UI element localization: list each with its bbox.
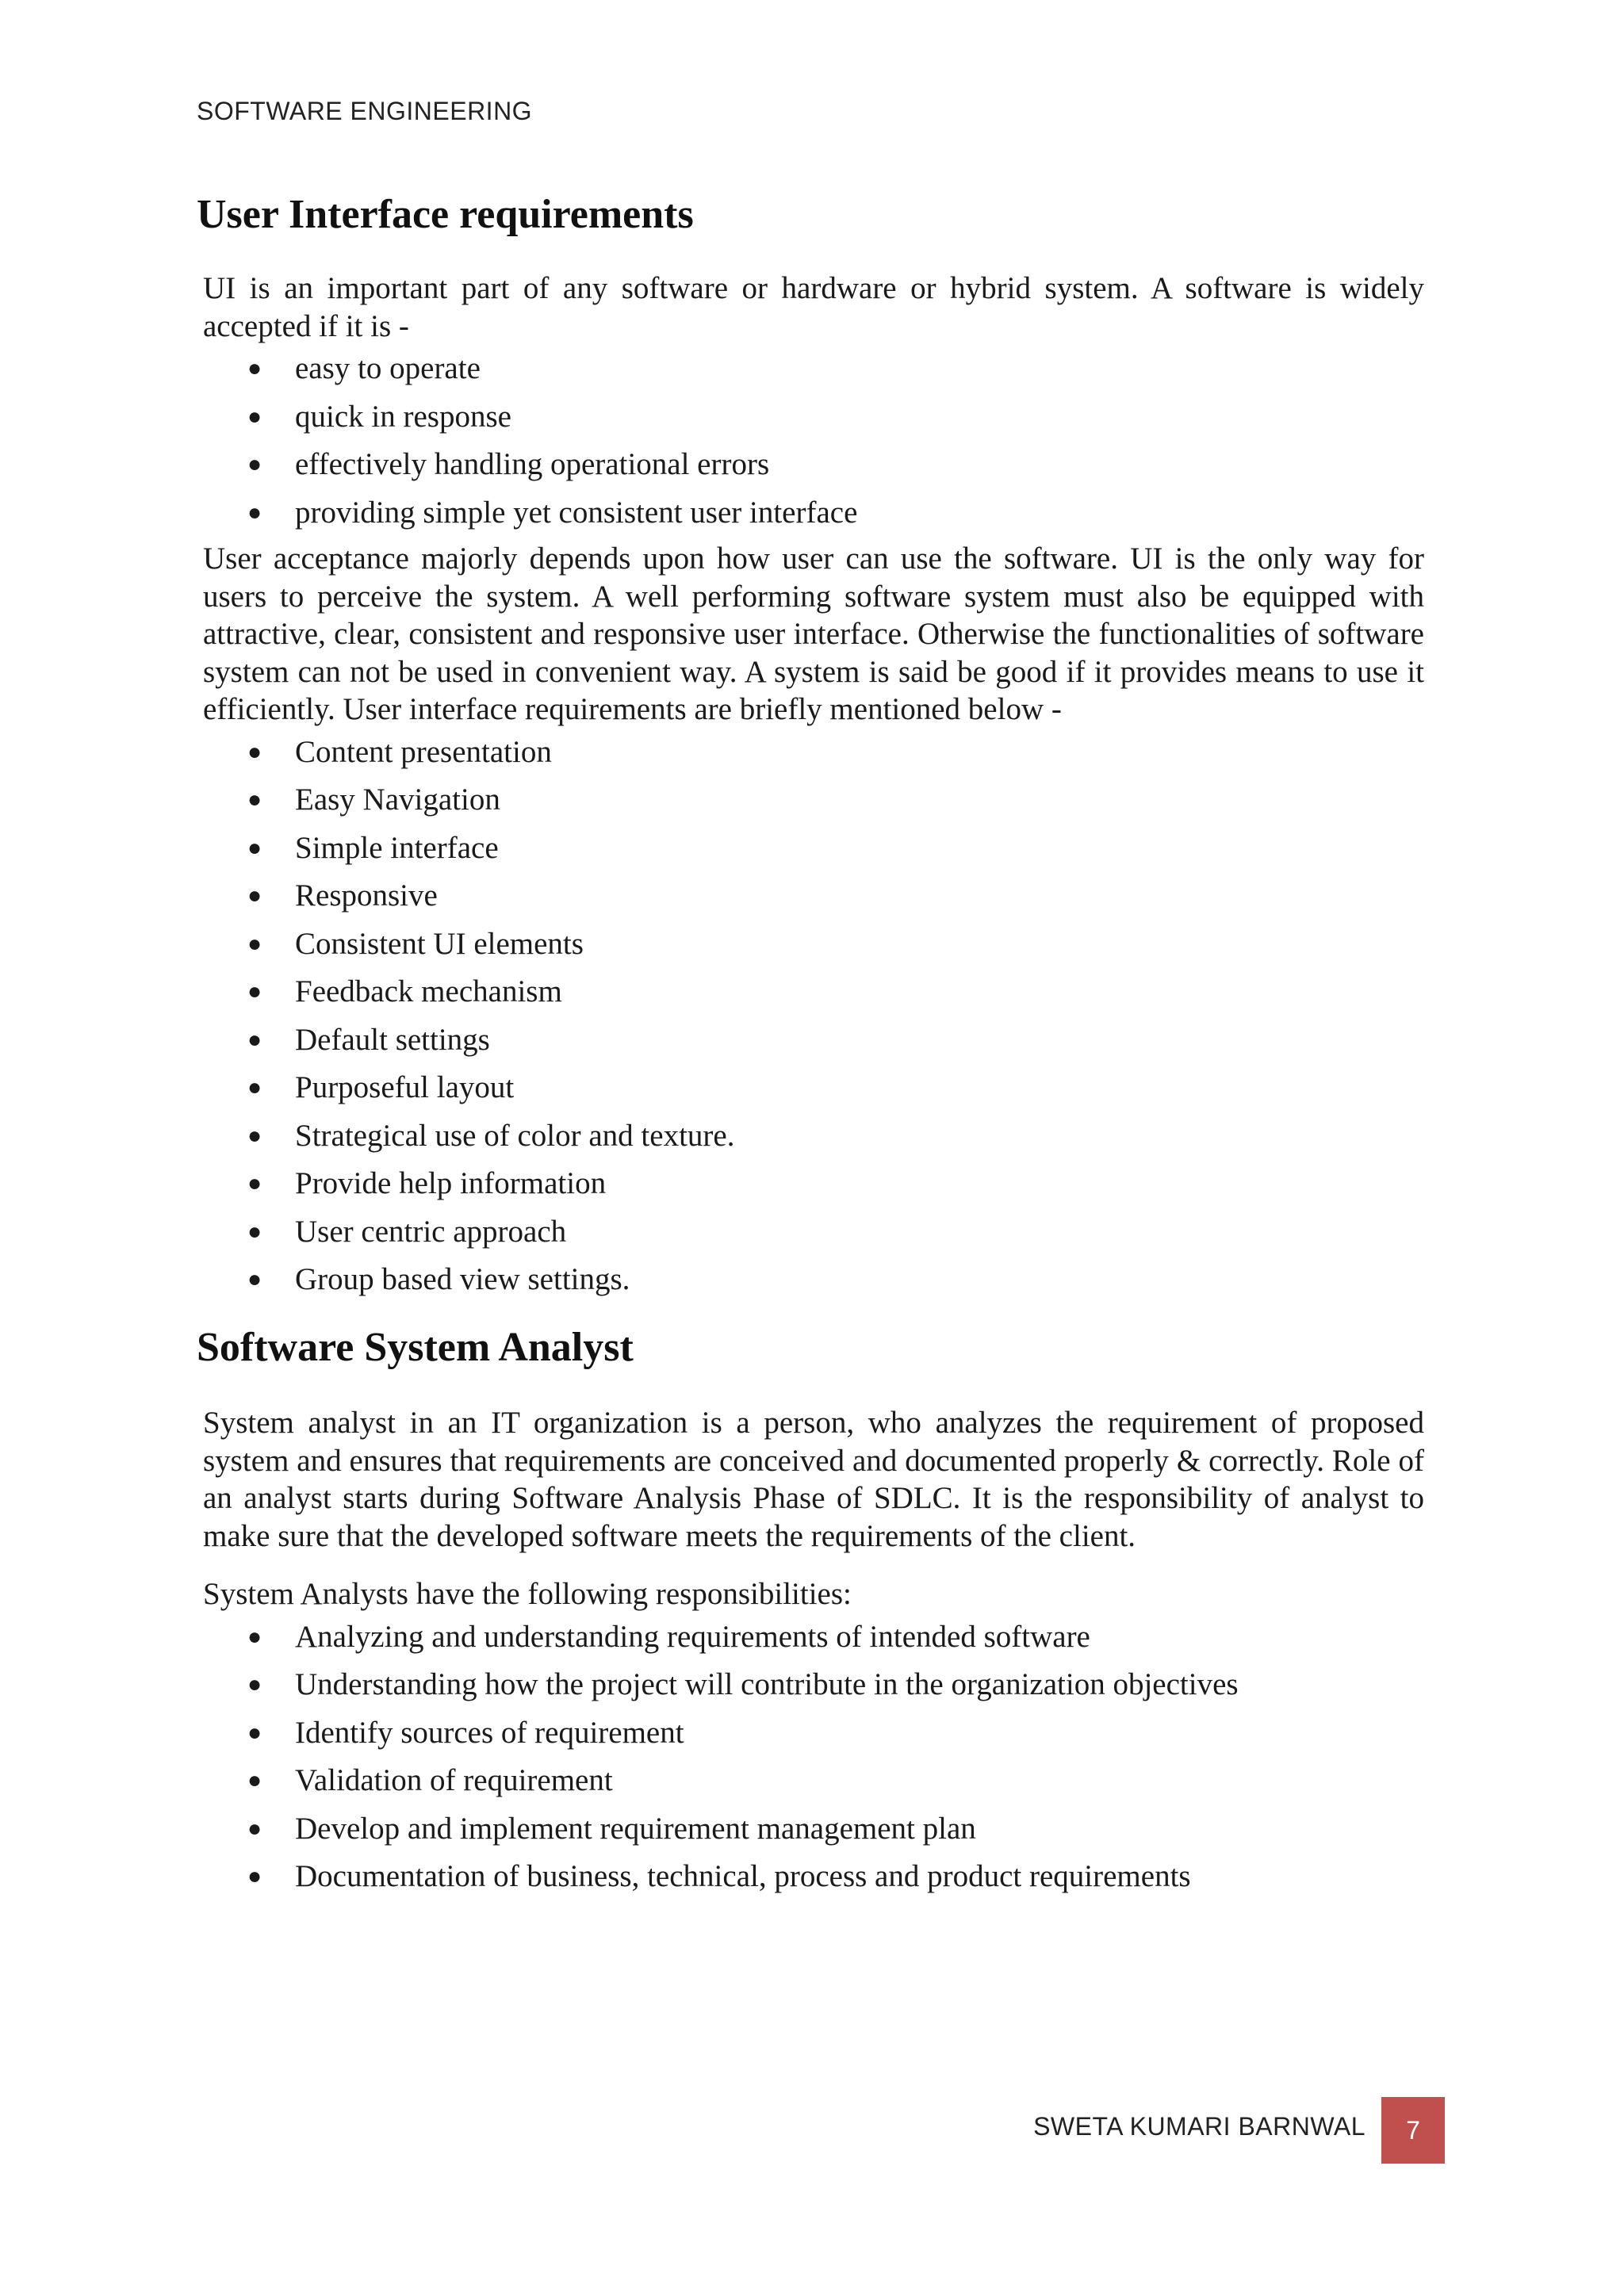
bullet-icon: ● [247,403,262,430]
bullet-icon: ● [247,1170,262,1197]
list-item [197,345,1424,393]
analyst-lead-in: System Analysts have the following responsibilities: [203,1577,852,1612]
footer-author: SWETA KUMARI BARNWAL [1033,2112,1365,2141]
bullet-icon: ● [247,1074,262,1101]
list-item [197,1256,1424,1304]
list-item [197,1016,1424,1065]
list-item-text: Default settings [295,1022,490,1057]
list-item-text: Validation of requirement [295,1763,613,1798]
list-item-text: quick in response [295,399,511,434]
list-item [197,489,1424,538]
list-item [197,1709,1424,1758]
page-content [197,190,1424,1901]
bullet-icon: ● [247,978,262,1005]
bullet-icon: ● [247,1266,262,1293]
list-item [197,1160,1424,1208]
list-item-text: Identify sources of requirement [295,1715,684,1750]
section-heading-system-analyst: Software System Analyst [197,1324,634,1370]
analyst-responsibilities-list [197,1613,1424,1901]
list-item-text: Content presentation [295,734,552,769]
list-item [197,1208,1424,1257]
list-item [197,776,1424,825]
bullet-icon: ● [247,882,262,909]
section-heading-ui-requirements: User Interface requirements [197,192,694,237]
ui-body-paragraph: User acceptance majorly depends upon how user can use the software. UI is the only way for users to perceive the system. A well performing software system must also be equipped with attractive, clear, consistent and responsive user interface. Otherwise the functionalities of software system can not be used in convenient way. A system is said be good if it provides means to use it efficiently. User interface requirements are briefly mentioned below - [203,541,1424,727]
bullet-icon: ● [247,1719,262,1746]
list-item-text: Easy Navigation [295,783,500,817]
list-item [197,1112,1424,1161]
list-item [197,729,1424,777]
list-item-text: Simple interface [295,830,499,865]
list-item [197,1613,1424,1662]
ui-acceptance-criteria-list [197,345,1424,537]
bullet-icon: ● [247,738,262,765]
list-item-text: User centric approach [295,1214,567,1249]
bullet-icon: ● [247,1767,262,1794]
list-item-text: Consistent UI elements [295,926,584,961]
bullet-icon: ● [247,1815,262,1842]
list-item-text: Responsive [295,878,438,913]
bullet-icon: ● [247,930,262,957]
list-item-text: Provide help information [295,1166,607,1201]
running-header: SOFTWARE ENGINEERING [197,97,533,125]
bullet-icon: ● [247,451,262,478]
bullet-icon: ● [247,1671,262,1698]
bullet-icon: ● [247,355,262,382]
list-item [197,1805,1424,1854]
bullet-icon: ● [247,499,262,526]
list-item-text: easy to operate [295,351,481,386]
list-item-text: effectively handling operational errors [295,447,770,482]
list-item-text: Feedback mechanism [295,974,562,1009]
bullet-icon: ● [247,1863,262,1890]
bullet-icon: ● [247,786,262,813]
list-item [197,393,1424,442]
list-item-text: Purposeful layout [295,1070,515,1105]
ui-intro-paragraph: UI is an important part of any software or hardware or hybrid system. A software is widely accepted if it is - [203,271,1424,343]
list-item-text: Group based view settings. [295,1262,630,1297]
list-item [197,872,1424,920]
list-item [197,1064,1424,1112]
page-number-badge: 7 [1381,2097,1445,2164]
ui-requirements-list [197,729,1424,1304]
list-item-text: providing simple yet consistent user interface [295,495,858,530]
list-item [197,441,1424,489]
list-item [197,1853,1424,1901]
bullet-icon: ● [247,1623,262,1650]
analyst-body-paragraph: System analyst in an IT organization is a person, who analyzes the requirement of proposed system and ensures that requirements are conceived and documented properly & correctly. Role of an analyst starts during Software Analysis Phase of SDLC. It is the responsibility of analyst to make sure that the developed software meets the requirements of the client. [203,1406,1424,1553]
list-item [197,1661,1424,1709]
bullet-icon: ● [247,834,262,861]
bullet-icon: ● [247,1122,262,1149]
list-item [197,968,1424,1016]
list-item [197,920,1424,969]
list-item-text: Strategical use of color and texture. [295,1118,735,1153]
list-item [197,1757,1424,1805]
bullet-icon: ● [247,1026,262,1053]
list-item-text: Develop and implement requirement management plan [295,1811,976,1846]
bullet-icon: ● [247,1218,262,1245]
list-item-text: Analyzing and understanding requirements of intended software [295,1619,1090,1654]
list-item [197,825,1424,873]
list-item-text: Documentation of business, technical, process and product requirements [295,1859,1191,1894]
list-item-text: Understanding how the project will contribute in the organization objectives [295,1667,1239,1702]
